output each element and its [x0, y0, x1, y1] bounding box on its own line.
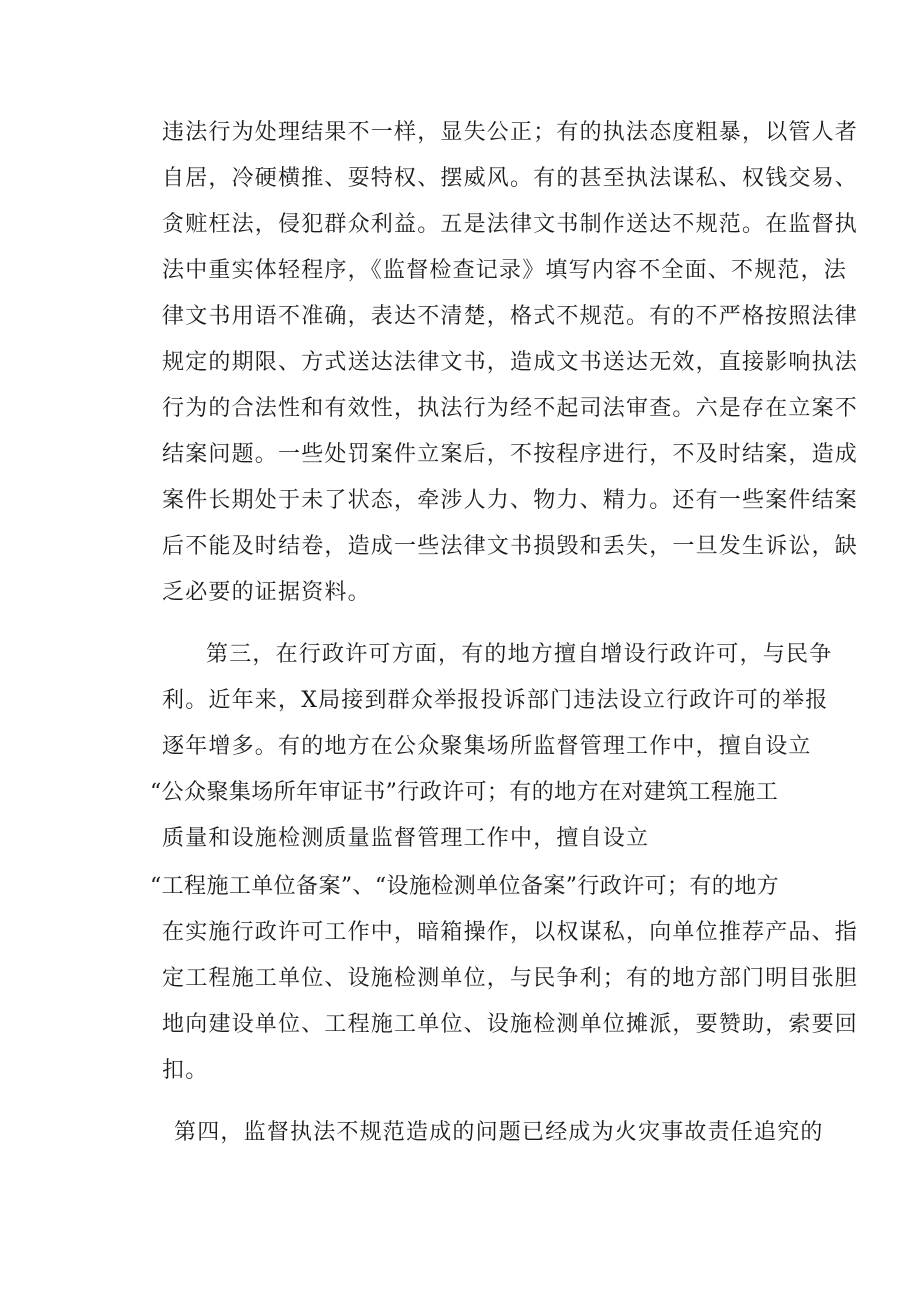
text-line: “公众聚集场所年审证书”行政许可；有的地方在对建筑工程施工 — [150, 780, 779, 805]
text-line: “工程施工单位备案”、“设施检测单位备案”行政许可；有的地方 — [150, 874, 779, 899]
text-line: 规定的期限、方式送达法律文书，造成文书送达无效，直接影响执法 — [162, 350, 859, 375]
text-line: 结案问题。一些处罚案件立案后，不按程序进行，不及时结案，造成 — [162, 442, 859, 467]
text-line: 定工程施工单位、设施检测单位，与民争利；有的地方部门明目张胆 — [162, 966, 859, 991]
text-line: 违法行为处理结果不一样，显失公正；有的执法态度粗暴，以管人者 — [162, 120, 859, 145]
text-line: 质量和设施检测质量监督管理工作中，擅自设立 — [162, 826, 650, 851]
text-line: 法中重实体轻程序，《监督检查记录》填写内容不全面、不规范，法 — [162, 258, 848, 283]
text-line: 律文书用语不准确，表达不清楚，格式不规范。有的不严格按照法律 — [162, 304, 859, 329]
text-line: 行为的合法性和有效性，执法行为经不起司法审查。六是存在立案不 — [162, 396, 859, 421]
text-line: 乏必要的证据资料。 — [162, 580, 371, 605]
text-line: 案件长期处于未了状态，牵涉人力、物力、精力。还有一些案件结案 — [162, 488, 859, 513]
paragraph-first-line: 第四，监督执法不规范造成的问题已经成为火灾事故责任追究的 — [174, 1120, 824, 1145]
text-line: 利。近年来，X局接到群众举报投诉部门违法设立行政许可的举报 — [162, 688, 829, 713]
text-line: 自居，冷硬横推、耍特权、摆威风。有的甚至执法谋私、权钱交易、 — [162, 166, 859, 191]
paragraph-first-line: 第三，在行政许可方面，有的地方擅自增设行政许可，与民争 — [206, 642, 833, 667]
text-line: 逐年增多。有的地方在公众聚集场所监督管理工作中，擅自设立 — [162, 734, 812, 759]
text-line: 后不能及时结卷，造成一些法律文书损毁和丢失，一旦发生诉讼，缺 — [162, 534, 859, 559]
text-line: 地向建设单位、工程施工单位、设施检测单位摊派，要赞助，索要回 — [162, 1012, 859, 1037]
text-line: 在实施行政许可工作中，暗箱操作，以权谋私，向单位推荐产品、指 — [162, 920, 859, 945]
text-line: 贪赃枉法，侵犯群众利益。五是法律文书制作送达不规范。在监督执 — [162, 212, 859, 237]
text-line: 扣。 — [162, 1058, 209, 1083]
